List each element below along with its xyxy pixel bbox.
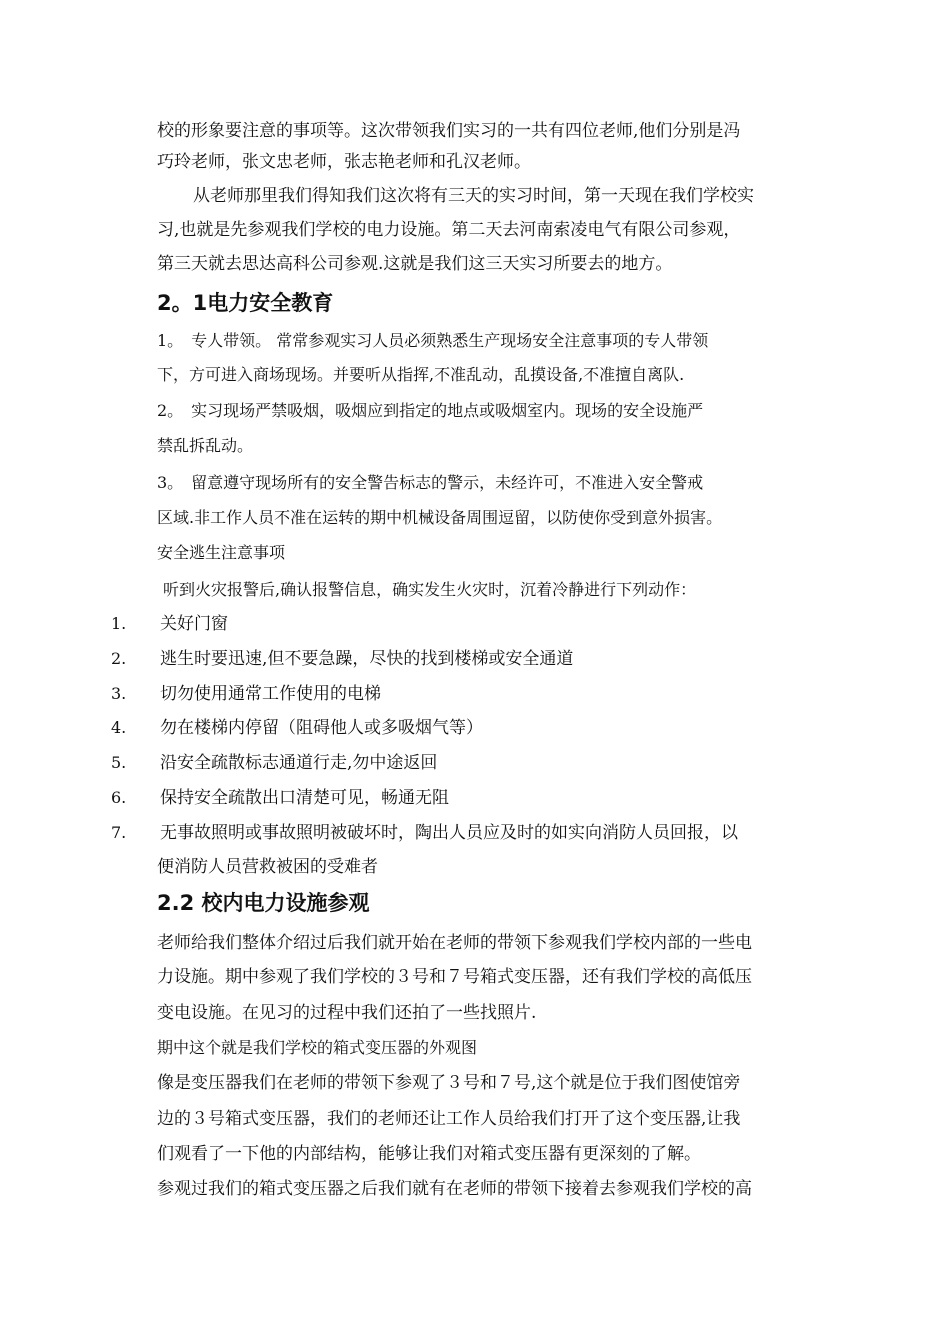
section-heading-campus-facilities: 2.2 校内电力设施参观 bbox=[157, 891, 370, 915]
step-7-continuation: 便消防人员营救被困的受难者 bbox=[157, 857, 378, 877]
step-text: 切勿使用通常工作使用的电梯 bbox=[160, 684, 381, 704]
rule-1-line-2: 下，方可进入商场现场。并要听从指挥,不准乱动，乱摸设备,不准擅自离队. bbox=[157, 365, 685, 384]
rule-2-line-2: 禁乱拆乱动。 bbox=[157, 436, 254, 455]
rule-2-line-1: 2。 实习现场严禁吸烟，吸烟应到指定的地点或吸烟室内。现场的安全设施严 bbox=[157, 401, 704, 420]
facility-p2-line-3: 们观看了一下他的内部结构，能够让我们对箱式变压器有更深刻的了解。 bbox=[157, 1144, 701, 1164]
intro-p2-line-1: 从老师那里我们得知我们这次将有三天的实习时间，第一天现在我们学校实 bbox=[193, 186, 754, 206]
step-number: 4. bbox=[111, 718, 127, 737]
facility-p1-line-3: 变电设施。在见习的过程中我们还拍了一些找照片. bbox=[157, 1003, 537, 1023]
facility-p2-line-1: 像是变压器我们在老师的带领下参观了３号和７号,这个就是位于我们图使馆旁 bbox=[157, 1073, 741, 1093]
step-text: 无事故照明或事故照明被破坏时，陶出人员应及时的如实向消防人员回报，以 bbox=[160, 823, 738, 843]
rule-3-line-1: 3。 留意遵守现场所有的安全警告标志的警示，未经许可，不准进入安全警戒 bbox=[157, 473, 704, 492]
facility-p1-line-2: 力设施。期中参观了我们学校的３号和７号箱式变压器，还有我们学校的高低压 bbox=[157, 967, 752, 987]
step-number: 2. bbox=[111, 649, 127, 668]
step-text: 逃生时要迅速,但不要急躁，尽快的找到楼梯或安全通道 bbox=[160, 649, 574, 669]
intro-p1-line-1: 校的形象要注意的事项等。这次带领我们实习的一共有四位老师,他们分别是冯 bbox=[157, 121, 741, 141]
step-text: 沿安全疏散标志通道行走,勿中途返回 bbox=[160, 753, 438, 773]
rule-1-line-1: 1。 专人带领。 常常参观实习人员必须熟悉生产现场安全注意事项的专人带领 bbox=[157, 331, 709, 350]
rule-3-line-2: 区域.非工作人员不准在运转的期中机械设备周围逗留，以防使你受到意外损害。 bbox=[157, 508, 723, 527]
escape-title: 安全逃生注意事项 bbox=[157, 543, 286, 562]
step-text: 勿在楼梯内停留（阻碍他人或多吸烟气等） bbox=[160, 718, 483, 738]
step-text: 保持安全疏散出口清楚可见，畅通无阻 bbox=[160, 788, 449, 808]
facility-p1-line-1: 老师给我们整体介绍过后我们就开始在老师的带领下参观我们学校内部的一些电 bbox=[157, 933, 752, 953]
intro-p2-line-2: 习,也就是先参观我们学校的电力设施。第二天去河南索凌电气有限公司参观， bbox=[157, 220, 741, 240]
step-number: 3. bbox=[111, 684, 127, 703]
step-number: 6. bbox=[111, 788, 127, 807]
section-heading-safety: 2。1电力安全教育 bbox=[157, 291, 334, 315]
photo-caption: 期中这个就是我们学校的箱式变压器的外观图 bbox=[157, 1038, 478, 1057]
facility-p3-line-1: 参观过我们的箱式变压器之后我们就有在老师的带领下接着去参观我们学校的高 bbox=[157, 1179, 752, 1199]
step-number: 1. bbox=[111, 614, 127, 633]
intro-p1-line-2: 巧玲老师，张文忠老师，张志艳老师和孔汉老师。 bbox=[157, 152, 531, 172]
step-number: 5. bbox=[111, 753, 127, 772]
intro-p2-line-3: 第三天就去思达高科公司参观.这就是我们这三天实习所要去的地方。 bbox=[157, 254, 673, 274]
step-text: 关好门窗 bbox=[160, 614, 228, 634]
step-number: 7. bbox=[111, 823, 127, 842]
facility-p2-line-2: 边的３号箱式变压器，我们的老师还让工作人员给我们打开了这个变压器,让我 bbox=[157, 1109, 741, 1129]
escape-intro: 听到火灾报警后,确认报警信息，确实发生火灾时，沉着冷静进行下列动作： bbox=[163, 580, 697, 599]
